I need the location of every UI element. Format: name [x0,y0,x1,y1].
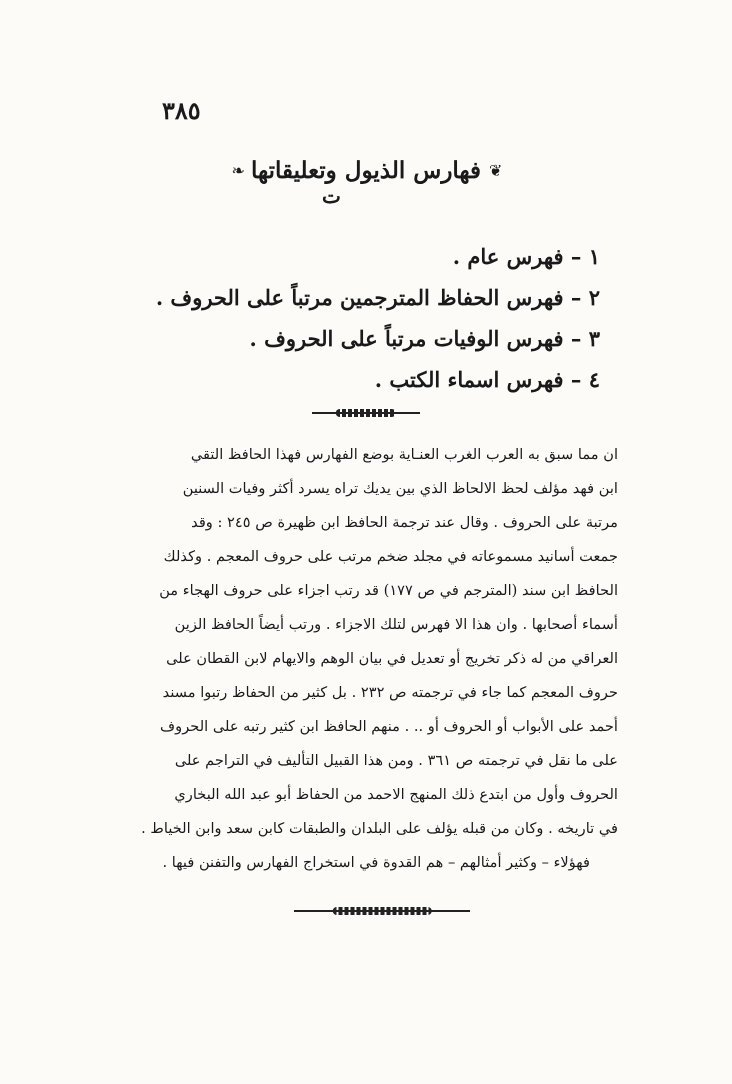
body-paragraph [108,438,618,880]
page-number: ٣٨٥ [162,96,201,125]
text-line: الحروف وأول من ابتدع ذلك المنهج الاحمد من الحفاظ أبو عبد الله البخاري [174,786,618,803]
text-line: ابن فهد مؤلف لحظ الالحاظ الذي بين يديك تراه يسرد أكثر وفيات السنين [182,480,618,497]
text-line: مرتبة على الحروف . وقال عند ترجمة الحافظ ابن ظهيرة ص ٢٤٥ : وقد [191,514,618,531]
index-item: ٤ – فهرس اسماء الكتب . [374,367,600,392]
index-item: ٣ – فهرس الوفيات مرتباً على الحروف . [249,326,600,351]
text-line: على ما نقل في ترجمته ص ٣٦١ . ومن هذا القبيل التأليف في التراجم على [174,752,618,769]
text-line: جمعت أسانيد مسموعاته في مجلد ضخم مرتب على حروف المعجم . وكذلك [163,548,618,565]
index-item: ١ – فهرس عام . [452,244,600,269]
text-line: ان مما سبق به العرب الغرب العنـاية بوضع الفهارس فهذا الحافظ التقي [190,446,618,463]
text-line: العراقي من له ذكر تخريج أو تعديل في بيان الوهم والايهام لابن القطان على [166,650,618,667]
divider-knot [336,409,396,417]
text-line: أحمد على الأبواب أو الحروف أو .. . منهم الحافظ ابن كثير رتبه على الحروف [160,718,618,735]
divider-top [312,412,420,414]
text-line: في تاريخه . وكان من قبله يؤلف على البلدان والطبقات كابن سعد وابن الخياط . [141,820,618,837]
section-title: فهارس الذيول وتعليقاتها [250,156,482,184]
ornament-right-icon: ❦ [489,160,501,180]
section-header [0,150,732,190]
text-line: أسماء أصحابها . وان هذا الا فهرس لتلك الاجزاء . ورتب أيضاً الحافظ الزين [174,616,618,633]
divider-knot [333,907,432,915]
divider-bottom [294,910,470,912]
text-line: فهؤلاء – وكثير أمثالهم – هم القدوة في استخراج الفهارس والتفنن فيها . [162,854,590,871]
text-line: الحافظ ابن سند (المترجم في ص ١٧٧) قد رتب اجزاء على حروف الهجاء من [159,582,618,599]
text-line: حروف المعجم كما جاء في ترجمته ص ٢٣٢ . بل كثير من الحفاظ رتبوا مسند [162,684,618,701]
index-item: ٢ – فهرس الحفاظ المترجمين مرتباً على الحروف . [155,285,600,310]
section-subtitle: ت [322,184,341,208]
index-list [155,236,600,400]
ornament-left-icon: ❧ [231,160,243,180]
